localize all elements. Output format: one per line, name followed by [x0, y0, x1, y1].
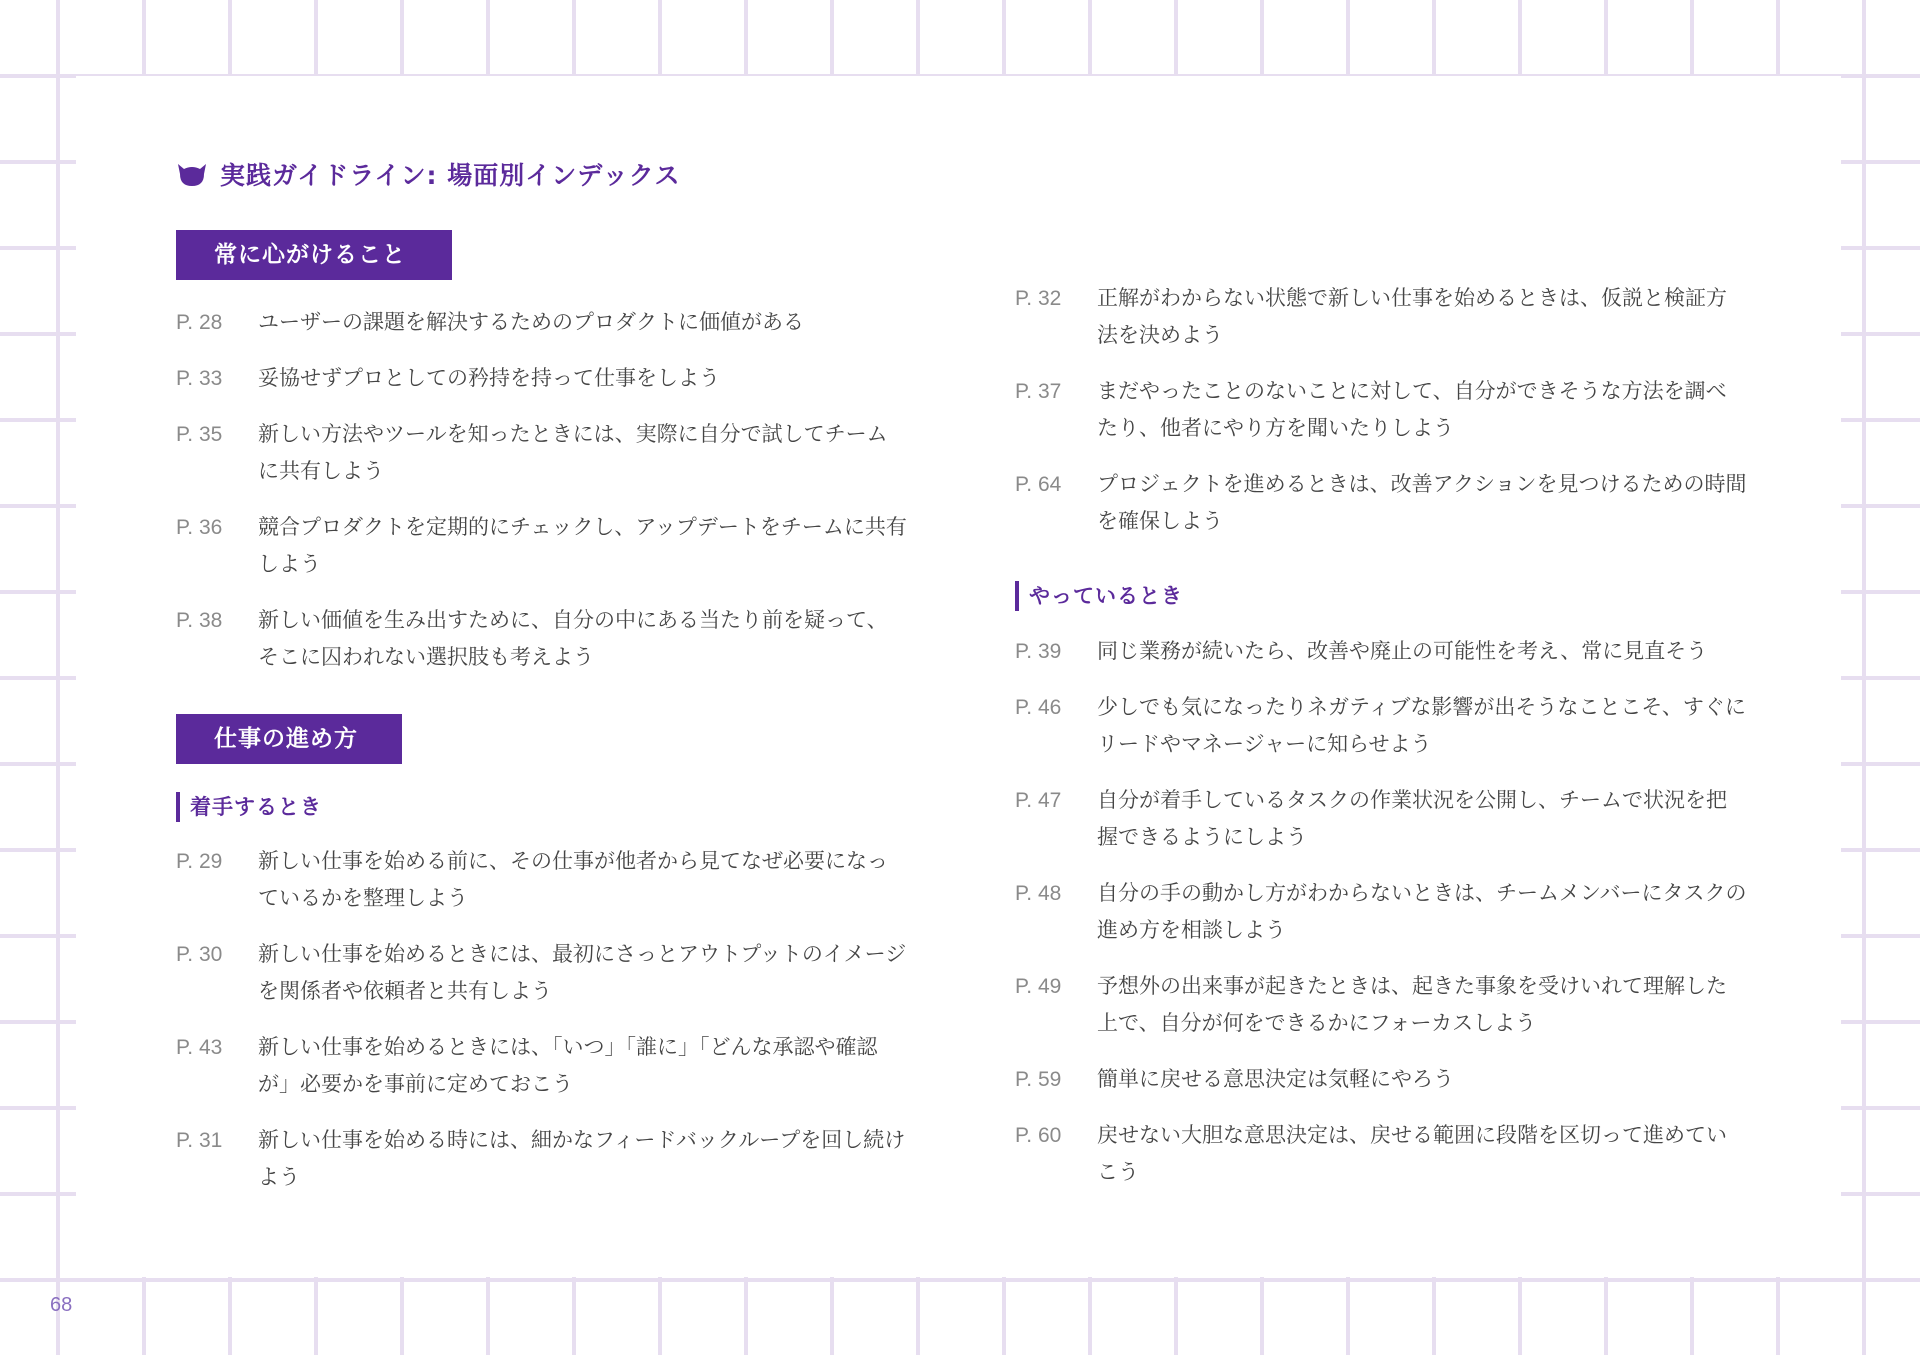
item-text: 新しい価値を生み出すために、自分の中にある当たり前を疑って、そこに囚われない選択肢も考えよう — [258, 608, 888, 669]
page-ref: P. 38 — [176, 609, 223, 632]
list-item — [1015, 1061, 1747, 1098]
page-ref: P. 60 — [1015, 1124, 1062, 1147]
item-text: 競合プロダクトを定期的にチェックし、アップデートをチームに共有しよう — [258, 515, 907, 576]
item-text: ユーザーの課題を解決するためのプロダクトに価値がある — [258, 310, 804, 334]
title-row — [176, 154, 680, 194]
page-ref: P. 64 — [1015, 473, 1062, 496]
list-item — [176, 416, 908, 490]
item-text: 妥協せずプロとしての矜持を持って仕事をしよう — [258, 366, 720, 390]
item-text: まだやったことのないことに対して、自分ができそうな方法を調べたり、他者にやり方を聞いたりしよう — [1097, 379, 1727, 440]
cat-head-icon — [176, 160, 208, 188]
item-text: 自分が着手しているタスクの作業状況を公開し、チームで状況を把握できるようにしよう — [1097, 788, 1727, 849]
page-ref: P. 32 — [1015, 287, 1062, 310]
page-ref: P. 43 — [176, 1036, 223, 1059]
list-item — [1015, 373, 1747, 447]
list-item — [1015, 466, 1747, 540]
item-text: 少しでも気になったりネガティブな影響が出そうなことこそ、すぐにリードやマネージャーに知らせよう — [1097, 695, 1746, 756]
list-item — [176, 936, 908, 1010]
item-text: 新しい方法やツールを知ったときには、実際に自分で試してチームに共有しよう — [258, 422, 888, 483]
list-item — [1015, 968, 1747, 1042]
page-ref: P. 33 — [176, 367, 223, 390]
list-item — [176, 602, 908, 676]
page-ref: P. 48 — [1015, 882, 1062, 905]
list-item — [176, 304, 908, 341]
always-list — [176, 304, 908, 695]
page-ref: P. 31 — [176, 1129, 223, 1152]
item-text: 正解がわからない状態で新しい仕事を始めるときは、仮説と検証方法を決めよう — [1097, 286, 1727, 347]
list-item — [1015, 1117, 1747, 1191]
item-text: 新しい仕事を始めるときには、「いつ」「誰に」「どんな承認や確認が」必要かを事前に定めておこう — [258, 1035, 878, 1096]
list-item — [176, 1029, 908, 1103]
page-ref: P. 59 — [1015, 1068, 1062, 1091]
page-ref: P. 29 — [176, 850, 223, 873]
page-ref: P. 49 — [1015, 975, 1062, 998]
section-heading-always: 常に心がけること — [176, 230, 452, 280]
item-text: 新しい仕事を始める時には、細かなフィードバックループを回し続けよう — [258, 1128, 906, 1189]
list-item — [1015, 280, 1747, 354]
item-text: 簡単に戻せる意思決定は気軽にやろう — [1097, 1067, 1454, 1091]
page-ref: P. 30 — [176, 943, 223, 966]
page-ref: P. 47 — [1015, 789, 1062, 812]
list-item — [176, 1122, 908, 1196]
list-item — [176, 843, 908, 917]
item-text: 新しい仕事を始める前に、その仕事が他者から見てなぜ必要になっているかを整理しよう — [258, 849, 888, 910]
page-number: 68 — [50, 1294, 73, 1316]
item-text: プロジェクトを進めるときは、改善アクションを見つけるための時間を確保しよう — [1097, 472, 1747, 533]
page-ref: P. 39 — [1015, 640, 1062, 663]
starting-continued-list — [1015, 280, 1747, 559]
list-item — [176, 360, 908, 397]
list-item — [1015, 875, 1747, 949]
list-item — [1015, 782, 1747, 856]
list-item — [1015, 689, 1747, 763]
page-ref: P. 28 — [176, 311, 223, 334]
doing-list — [1015, 633, 1747, 1210]
page-ref: P. 37 — [1015, 380, 1062, 403]
starting-list — [176, 843, 908, 1215]
page-title: 実践ガイドライン: 場面別インデックス — [220, 161, 681, 190]
list-item — [176, 509, 908, 583]
item-text: 新しい仕事を始めるときには、最初にさっとアウトプットのイメージを関係者や依頼者と共有しよう — [258, 942, 907, 1003]
item-text: 戻せない大胆な意思決定は、戻せる範囲に段階を区切って進めていこう — [1097, 1123, 1727, 1184]
subheading-starting: 着手するとき — [176, 792, 322, 822]
page-ref: P. 36 — [176, 516, 223, 539]
section-heading-workflow: 仕事の進め方 — [176, 714, 402, 764]
item-text: 自分の手の動かし方がわからないときは、チームメンバーにタスクの進め方を相談しよう — [1097, 881, 1747, 942]
item-text: 予想外の出来事が起きたときは、起きた事象を受けいれて理解した上で、自分が何をできるかにフォーカスしよう — [1097, 974, 1727, 1035]
subheading-doing: やっているとき — [1015, 581, 1183, 611]
list-item — [1015, 633, 1747, 670]
page-ref: P. 46 — [1015, 696, 1062, 719]
page-ref: P. 35 — [176, 423, 223, 446]
item-text: 同じ業務が続いたら、改善や廃止の可能性を考え、常に見直そう — [1097, 639, 1708, 663]
